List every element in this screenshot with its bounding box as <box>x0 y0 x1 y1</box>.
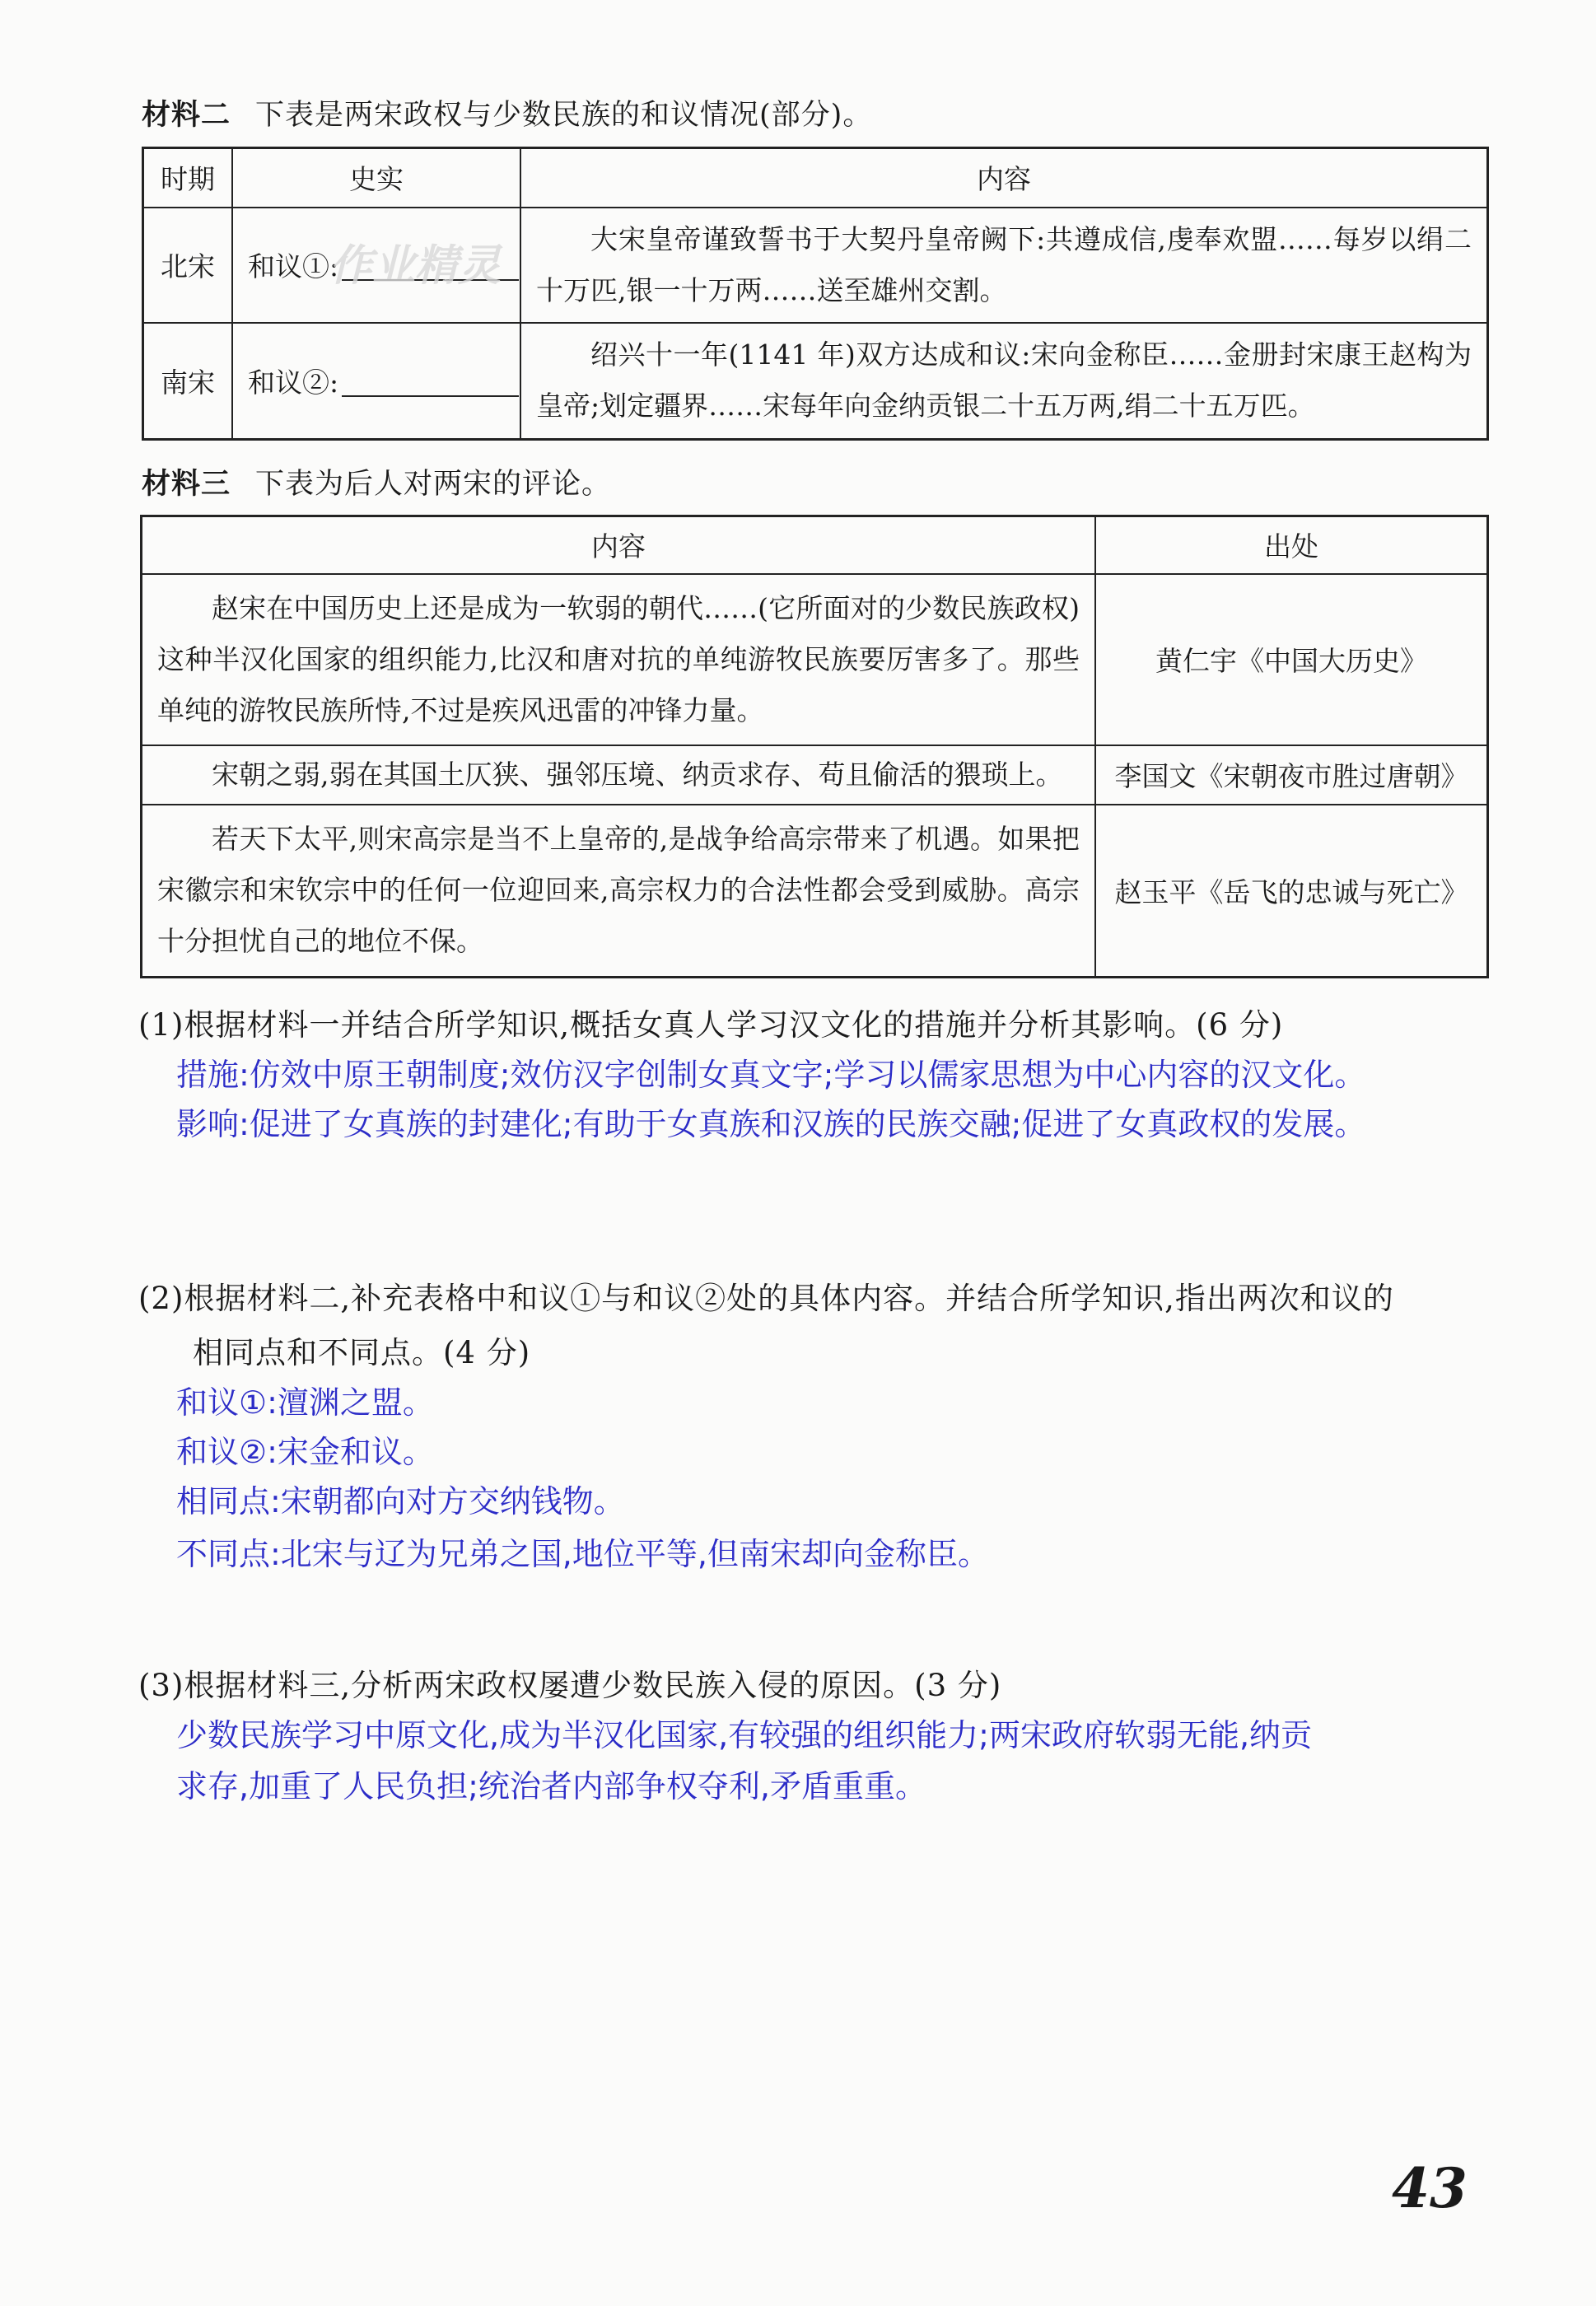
m3-row3-content: 若天下太平,则宋高宗是当不上皇帝的,是战争给高宗带来了机遇。如果把宋徽宗和宋钦宗中的任何一位迎回来,高宗权力的合法性都会受到威胁。高宗十分担忧自己的地位不保。 <box>142 805 1096 978</box>
q2-answer-same: 相同点:宋朝都向对方交纳钱物。 <box>176 1483 625 1519</box>
table-row <box>143 323 1488 440</box>
material3-title <box>142 461 611 502</box>
m2-row1-content: 大宋皇帝谨致誓书于大契丹皇帝阙下:共遵成信,虔奉欢盟……每岁以绢二十万匹,银一十万两……送至雄州交割。 <box>520 208 1488 323</box>
m3-row3-source: 赵玉平《岳飞的忠诚与死亡》 <box>1095 805 1488 978</box>
m2-row2-fact-cell <box>232 323 520 440</box>
q2-answer-1: 和议①:澶渊之盟。 <box>176 1384 434 1421</box>
q3-answer-line1: 少数民族学习中原文化,成为半汉化国家,有较强的组织能力;两宋政府软弱无能,纳贡 <box>176 1717 1313 1753</box>
m2-row2-period: 南宋 <box>143 323 233 440</box>
m2-header-content: 内容 <box>520 148 1488 208</box>
m2-row2-fact: 和议②: <box>248 366 339 399</box>
material2-table <box>142 147 1489 441</box>
m3-row2-content: 宋朝之弱,弱在其国土仄狭、强邻压境、纳贡求存、苟且偷活的猥琐上。 <box>142 745 1096 805</box>
material3-table <box>140 515 1489 978</box>
q1-answer-impact: 影响:促进了女真族的封建化;有助于女真族和汉族的民族交融;促进了女真政权的发展。 <box>176 1106 1366 1142</box>
q1-answer-measures: 措施:仿效中原王朝制度;效仿汉字创制女真文字;学习以儒家思想为中心内容的汉文化。 <box>176 1057 1366 1093</box>
q2-answer-diff: 不同点:北宋与辽为兄弟之国,地位平等,但南宋却向金称臣。 <box>176 1536 989 1572</box>
q2-answer-2: 和议②:宋金和议。 <box>176 1434 434 1470</box>
m3-header-source: 出处 <box>1095 516 1488 574</box>
m2-header-fact: 史实 <box>232 148 520 208</box>
table-row <box>142 574 1488 745</box>
question-3: (3)根据材料三,分析两宋政权屡遭少数民族入侵的原因。(3 分) <box>138 1668 1002 1703</box>
material3-intro: 下表为后人对两宋的评论。 <box>255 468 612 501</box>
m3-row2-source: 李国文《宋朝夜市胜过唐朝》 <box>1095 745 1488 805</box>
table-row <box>142 745 1488 805</box>
question-1: (1)根据材料一并结合所学知识,概括女真人学习汉文化的措施并分析其影响。(6 分) <box>138 1007 1284 1043</box>
watermark: 作业精灵 <box>329 241 502 291</box>
m2-row2-content: 绍兴十一年(1141 年)双方达成和议:宋向金称臣……金册封宋康王赵构为皇帝;划定疆界……宋每年向金纳贡银二十五万两,绢二十五万匹。 <box>520 323 1488 440</box>
m3-row1-source: 黄仁宇《中国大历史》 <box>1095 574 1488 745</box>
question-2-line1: (2)根据材料二,补充表格中和议①与和议②处的具体内容。并结合所学知识,指出两次和议的 <box>138 1281 1394 1316</box>
m2-row1-fact: 和议①: <box>248 250 339 282</box>
m2-row2-blank[interactable] <box>342 395 519 397</box>
m2-row1-period: 北宋 <box>143 208 233 323</box>
material2-intro: 下表是两宋政权与少数民族的和议情况(部分)。 <box>255 99 873 132</box>
table-row <box>142 805 1488 978</box>
material2-label: 材料二 <box>142 99 231 132</box>
q3-answer-line2: 求存,加重了人民负担;统治者内部争权夺利,矛盾重重。 <box>176 1768 926 1804</box>
page-number: 43 <box>1392 2156 1468 2220</box>
m2-header-period: 时期 <box>143 148 233 208</box>
m3-header-content: 内容 <box>142 516 1096 574</box>
material3-label: 材料三 <box>142 468 231 501</box>
question-2-line2: 相同点和不同点。(4 分) <box>193 1335 531 1370</box>
m3-row1-content: 赵宋在中国历史上还是成为一软弱的朝代……(它所面对的少数民族政权)这种半汉化国家的组织能力,比汉和唐对抗的单纯游牧民族要厉害多了。那些单纯的游牧民族所恃,不过是疾风迅雷的冲锋力量。 <box>142 574 1096 745</box>
material2-title <box>142 92 872 133</box>
question-2 <box>138 1273 1394 1318</box>
